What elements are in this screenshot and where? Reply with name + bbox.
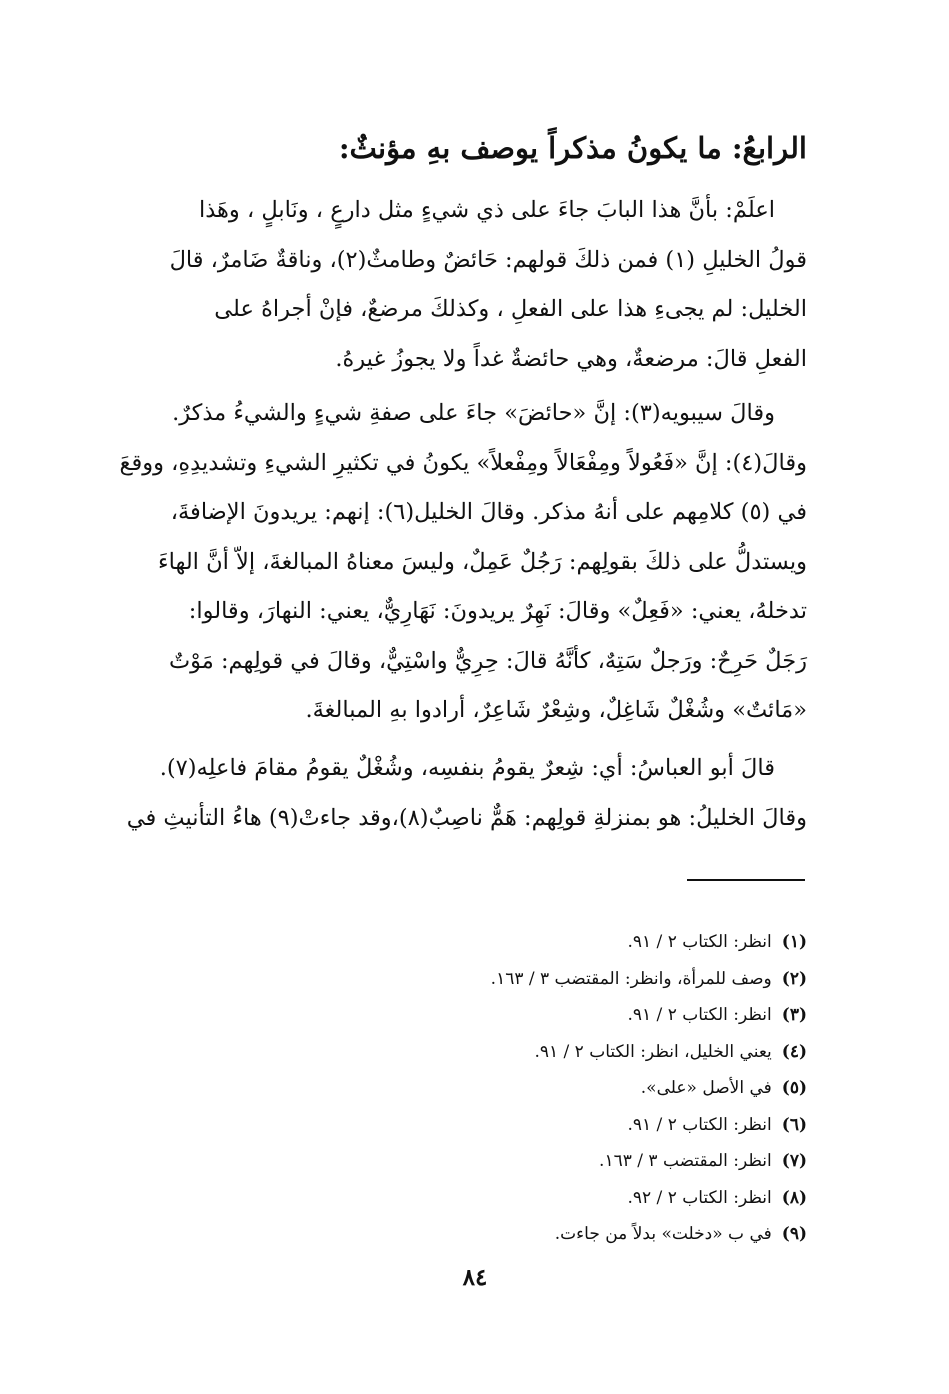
footnote-number: (٢) xyxy=(781,968,807,989)
footnote-number: (١) xyxy=(781,932,807,952)
page-number: ٨٤ xyxy=(462,1264,488,1291)
footnote-text: انظر: المقتضب ٣ / ١٦٣. xyxy=(599,1151,772,1171)
paragraph-1-line: اعلَمْ: بأنَّ هذا البابَ جاءَ على ذي شيءٍ مثل دارعٍ ، ونَابلٍ ، وهَذا xyxy=(199,197,775,223)
footnote-item xyxy=(287,924,807,961)
footnote-text: في ب «دخلت» بدلاً من جاءت. xyxy=(554,1224,772,1244)
paragraph-2 xyxy=(117,389,807,736)
section-heading: الرابعُ: ما يكونُ مذكراً يوصف بهِ مؤنثٌ: xyxy=(338,131,807,165)
footnote-number: (٦) xyxy=(781,1114,807,1135)
paragraph-3-line: قالَ أبو العباسُ: أي: شِعرٌ يقومُ بنفسِه، وشُغْلٌ يقومُ مقامَ فاعلِه(٧). xyxy=(159,755,775,781)
footnote-text: انظر: الكتاب ٢ / ٩٢. xyxy=(627,1187,772,1208)
paragraph-2-line: تدخلهُ، يعني: «فَعِلٌ» وقالَ: نَهِرٌ يريدونَ: نَهَارِيٌّ، يعني: النهارَ، وقالوا: xyxy=(188,598,807,624)
footnote-item xyxy=(287,1070,807,1107)
footnote-item xyxy=(287,1034,807,1071)
footnote-text: انظر: الكتاب ٢ / ٩١. xyxy=(627,1005,772,1025)
paragraph-2-line: وقالَ(٤): إنَّ «فَعُولاً ومِفْعَالاً ومِفْعلاً» يكونُ في تكثيرِ الشيءِ وتشديدِهِ، ووقعَ xyxy=(119,449,807,476)
footnote-number: (٥) xyxy=(781,1078,807,1098)
footnote-text: يعني الخليل، انظر: الكتاب ٢ / ٩١. xyxy=(534,1041,772,1062)
paragraph-1-line: قولُ الخليلِ (١) فمن ذلكَ قولهم: حَائضٌ وطامثٌ(٢)، وناقةٌ ضَامرٌ، قالَ xyxy=(169,246,807,273)
paragraph-3-line: وقالَ الخليلُ: هو بمنزلةِ قولِهم: هَمٌّ ناصِبٌ(٨)،وقد جاءتْ(٩) هاءُ التأنيثِ في xyxy=(126,804,807,831)
footnote-separator xyxy=(687,879,805,881)
paragraph-1 xyxy=(117,186,807,384)
paragraph-3 xyxy=(117,744,807,843)
paragraph-2-line: ويستدلُّ على ذلكَ بقولِهم: رَجُلٌ عَمِلٌ، وليسَ معناهُ المبالغةَ، إلاّ أنَّ الهاءَ xyxy=(158,548,807,575)
footnote-text: انظر: الكتاب ٢ / ٩١. xyxy=(627,932,772,952)
paragraph-2-line: «مَائتٌ» وشُغْلٌ شَاغِلٌ، وشِعْرٌ شَاعِرٌ، أرادوا بهِ المبالغةَ. xyxy=(305,697,807,723)
footnote-number: (٤) xyxy=(781,1041,807,1062)
footnote-item xyxy=(287,961,807,998)
paragraph-2-line: رَجَلٌ حَرِحٌ: ورَجلٌ سَتِهٌ، كأنَّهُ قالَ: حِرِيٌّ واسْتِيٌّ، وقالَ في قولِهم: مَوْتٌ xyxy=(168,647,807,674)
footnote-number: (٨) xyxy=(781,1187,807,1208)
footnote-text: في الأصل «على». xyxy=(640,1078,772,1098)
footnote-item xyxy=(287,997,807,1034)
footnote-number: (٩) xyxy=(781,1224,807,1244)
paragraph-1-line: الفعلِ قالَ: مرضعةٌ، وهي حائضةٌ غداً ولا يجوزُ غيرهُ. xyxy=(335,345,807,372)
footnote-item xyxy=(287,1180,807,1217)
footnote-number: (٧) xyxy=(781,1151,807,1171)
footnote-number: (٣) xyxy=(781,1005,807,1025)
footnotes xyxy=(287,924,807,1253)
footnote-item xyxy=(287,1107,807,1144)
paragraph-2-line: وقالَ سيبويه(٣): إنَّ «حائضَ» جاءَ على صفةِ شيءٍ والشيءُ مذكرٌ. xyxy=(172,400,775,426)
footnote-text: وصف للمرأة، وانظر: المقتضب ٣ / ١٦٣. xyxy=(490,968,772,989)
footnote-item xyxy=(287,1143,807,1180)
footnote-text: انظر: الكتاب ٢ / ٩١. xyxy=(627,1114,772,1135)
paragraph-1-line: الخليل: لم يجىءِ هذا على الفعلِ ، وكذلكَ مرضعٌ، فإنْ أجراهُ على xyxy=(214,296,807,322)
footnote-item xyxy=(287,1216,807,1253)
paragraph-2-line: في (٥) كلامِهم على أنهُ مذكر. وقالَ الخليل(٦): إنهم: يريدونَ الإضافةَ، xyxy=(170,499,807,525)
